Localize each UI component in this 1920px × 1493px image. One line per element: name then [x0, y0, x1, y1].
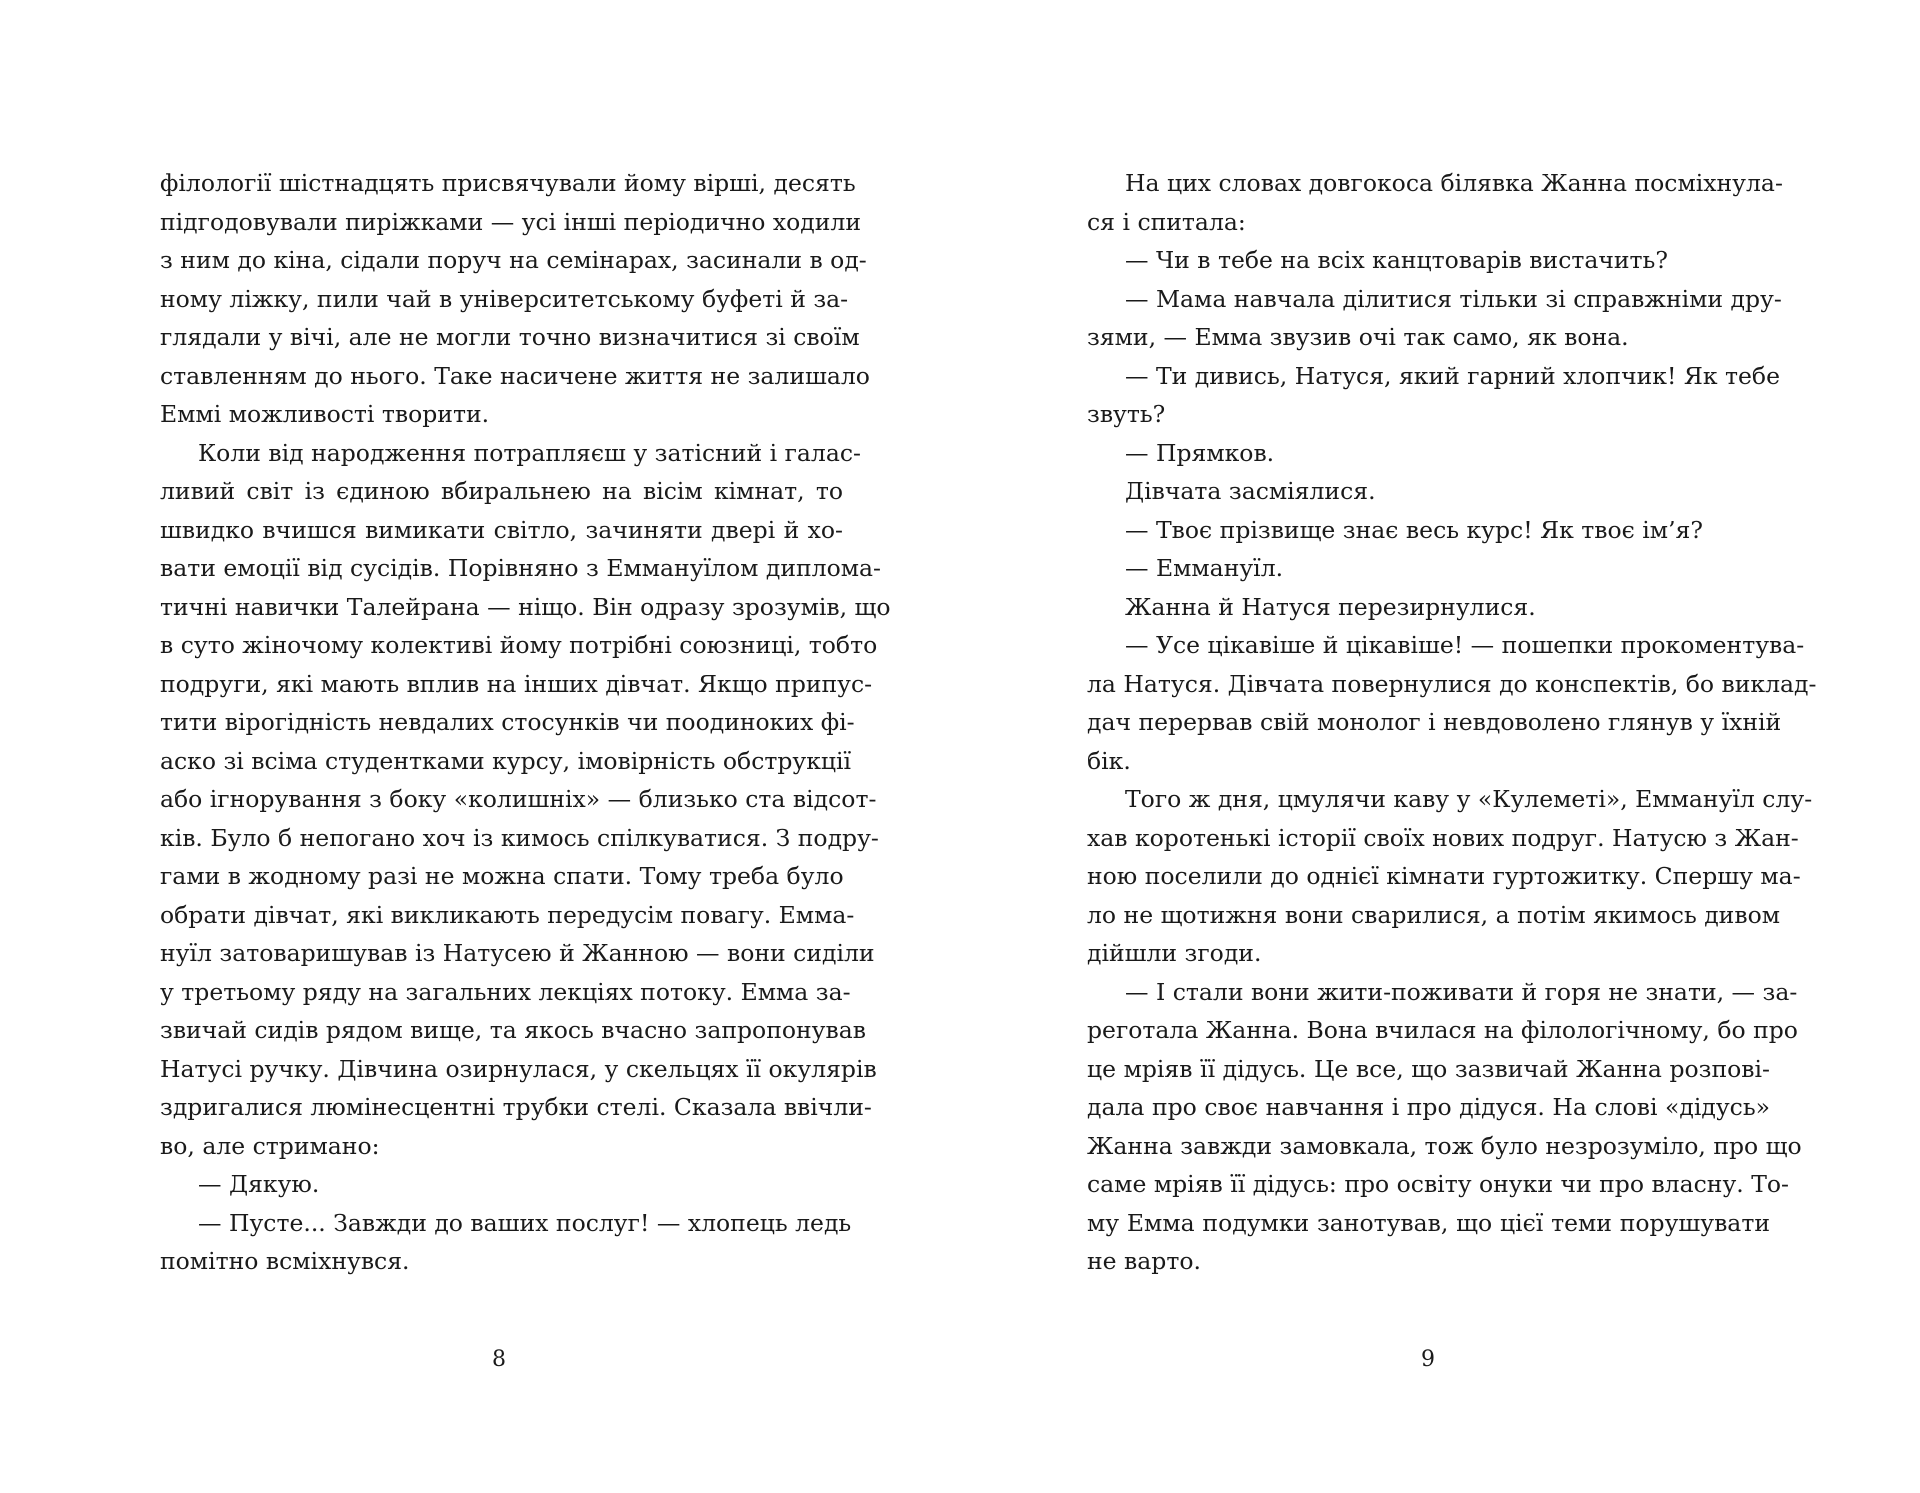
page-number-left: 8 [492, 1347, 506, 1372]
text-line: гами в жодному разі не можна спати. Тому треба було [160, 862, 844, 890]
text-line: дала про своє навчання і про дідуся. На слові «дідусь» [1087, 1093, 1770, 1121]
text-line: саме мріяв її дідусь: про освіту онуки чи про власну. То- [1087, 1170, 1789, 1198]
text-line: ло не щотижня вони сварилися, а потім якимось дивом [1087, 900, 1780, 929]
text-line: Того ж дня, цмулячи каву у «Кулеметі», Еммануїл слу- [1125, 785, 1813, 813]
text-line: — Прямков. [1125, 438, 1275, 467]
text-line: підгодовували пиріжками — усі інші періодично ходили [160, 207, 862, 236]
text-line: реготала Жанна. Вона вчилася на філологічному, бо про [1087, 1016, 1798, 1044]
text-line: бік. [1087, 746, 1131, 775]
text-line: — Усе цікавіше й цікавіше! — пошепки прокоментува- [1125, 631, 1805, 659]
text-line: подруги, які мають вплив на інших дівчат. Якщо припус- [160, 669, 873, 698]
text-line: ла Натуся. Дівчата повернулися до конспектів, бо виклад- [1087, 669, 1817, 698]
text-line: во, але стримано: [160, 1131, 380, 1160]
text-line: не варто. [1087, 1247, 1201, 1275]
text-line: Жанна й Натуся перезирнулися. [1125, 592, 1536, 621]
text-line: це мріяв її дідусь. Це все, що зазвичай Жанна розпові- [1087, 1054, 1770, 1083]
text-line: вати емоції від сусідів. Порівняно з Еммануїлом диплома- [160, 554, 881, 582]
text-line: — Пусте... Завжди до ваших послуг! — хлопець ледь [198, 1208, 852, 1237]
text-line: Жанна завжди замовкала, тож було незрозуміло, про що [1087, 1131, 1802, 1160]
text-line: ся і спитала: [1087, 207, 1246, 236]
text-line: здригалися люмінесцентні трубки стелі. Сказала ввічли- [160, 1093, 872, 1121]
text-line: хав коротенькі історії своїх нових подруг. Натусю з Жан- [1087, 823, 1799, 852]
right-page [1087, 164, 1817, 1281]
text-line: ставленням до нього. Таке насичене життя не залишало [160, 361, 870, 390]
page-number-right: 9 [1421, 1347, 1435, 1372]
text-line: ливий світ із єдиною вбиральнею на вісім кімнат, то [160, 477, 843, 505]
text-line: — Мама навчала ділитися тільки зі справжніми дру- [1125, 284, 1782, 313]
text-line: помітно всміхнувся. [160, 1247, 410, 1275]
text-line: або ігнорування з боку «колишніх» — близько ста відсот- [160, 785, 877, 813]
text-line: дач перервав свій монолог і невдоволено глянув у їхній [1087, 708, 1782, 736]
text-line: в суто жіночому колективі йому потрібні союзниці, тобто [160, 631, 878, 659]
text-line: ному ліжку, пили чай в університетському буфеті й за- [160, 284, 849, 313]
text-line: — І стали вони жити-поживати й горя не знати, — за- [1125, 977, 1798, 1006]
text-line: філології шістнадцять присвячували йому вірші, десять [160, 169, 856, 197]
left-page [160, 164, 891, 1281]
text-line: зями, — Емма звузив очі так само, як вона. [1087, 323, 1629, 351]
text-line: аско зі всіма студентками курсу, імовірність обструкції [160, 746, 852, 775]
text-line: тити вірогідність невдалих стосунків чи поодиноких фі- [160, 708, 855, 736]
text-line: звуть? [1087, 400, 1166, 428]
text-line: Коли від народження потрапляєш у затісний і галас- [198, 438, 861, 467]
text-line: — Ти дивись, Натуся, який гарний хлопчик! Як тебе [1125, 361, 1780, 390]
text-line: обрати дівчат, які викликають передусім повагу. Емма- [160, 900, 855, 929]
text-line: Дівчата засміялися. [1125, 477, 1376, 505]
text-line: нуїл затоваришував із Натусею й Жанною — вони сиділи [160, 939, 875, 967]
text-line: швидко вчишся вимикати світло, зачиняти двері й хо- [160, 515, 843, 544]
text-line: у третьому ряду на загальних лекціях потоку. Емма за- [160, 977, 851, 1006]
text-line: — Дякую. [198, 1170, 320, 1198]
text-line: глядали у вічі, але не могли точно визначитися зі своїм [160, 323, 860, 351]
text-line: — Еммануїл. [1125, 554, 1284, 582]
text-line: ків. Було б непогано хоч із кимось спілкуватися. З подру- [160, 823, 879, 852]
text-line: з ним до кіна, сідали поруч на семінарах, засинали в од- [160, 246, 867, 274]
text-line: му Емма подумки занотував, що цієї теми порушувати [1087, 1208, 1770, 1237]
text-line: звичай сидів рядом вище, та якось вчасно запропонував [160, 1016, 866, 1044]
text-line: ною поселили до однієї кімнати гуртожитку. Спершу ма- [1087, 862, 1801, 890]
text-line: Натусі ручку. Дівчина озирнулася, у скельцях її окулярів [160, 1054, 877, 1083]
text-line: — Твоє прізвище знає весь курс! Як твоє ім’я? [1125, 515, 1703, 544]
text-line: тичні навички Талейрана — ніщо. Він одразу зрозумів, що [160, 592, 891, 621]
text-line: — Чи в тебе на всіх канцтоварів вистачить? [1125, 246, 1668, 274]
text-line: Еммі можливості творити. [160, 400, 490, 428]
text-line: дійшли згоди. [1087, 939, 1262, 967]
text-line: На цих словах довгокоса білявка Жанна посміхнула- [1125, 169, 1783, 197]
